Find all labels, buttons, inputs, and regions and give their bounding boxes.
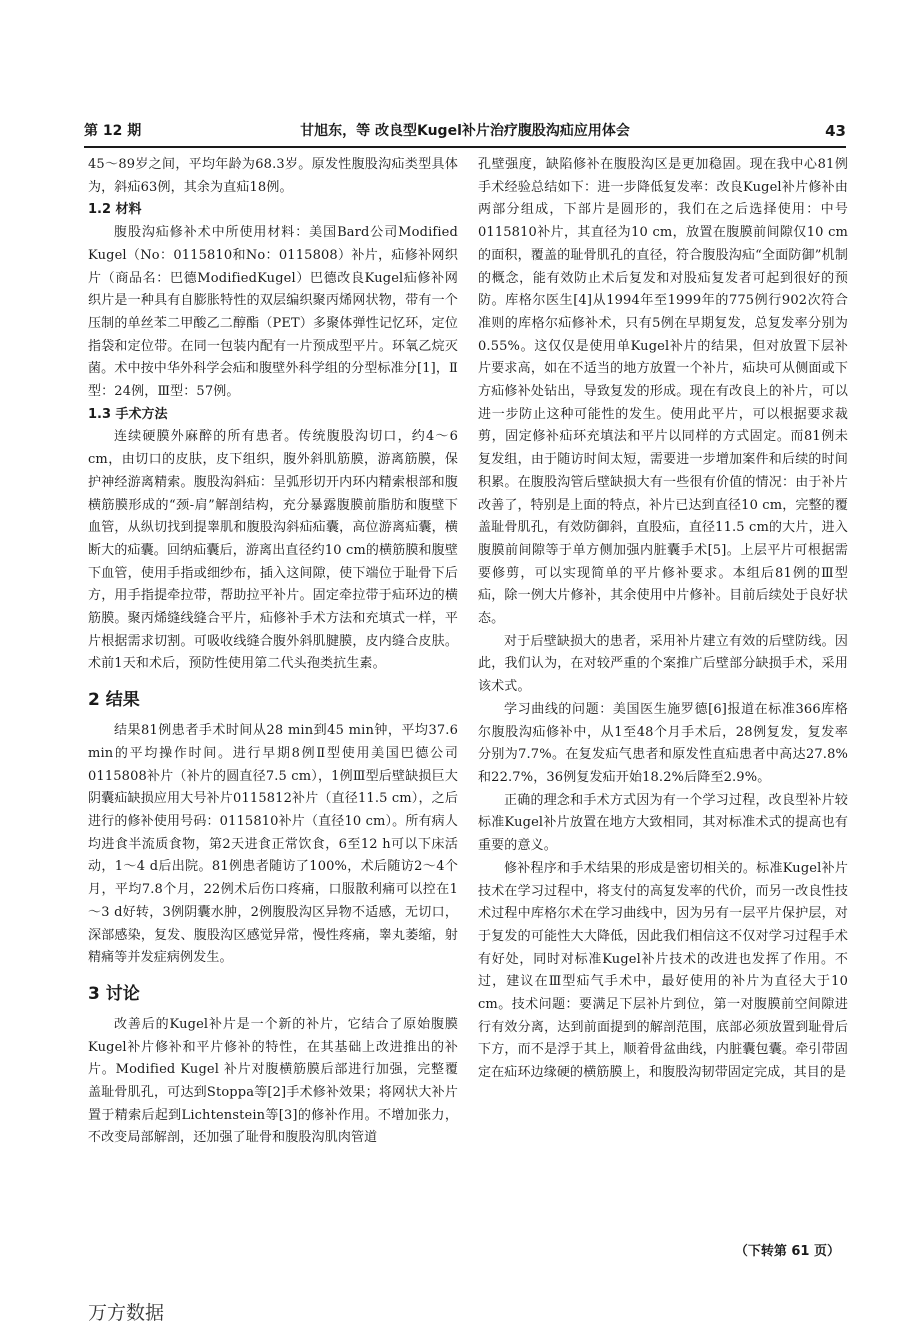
section-heading-discussion: 3 讨论 xyxy=(88,983,140,1004)
paragraph-posterior-wall: 对于后壁缺损大的患者，采用补片建立有效的后壁防线。因此，我们认为，在对较严重的个案推广后壁部分缺损手术，采用该术式。 xyxy=(478,633,848,695)
paragraph-materials: 腹股沟疝修补术中所使用材料：美国Bard公司Modified Kugel（No：0115810和No：0115808）补片，疝修补网织片（商品名：巴德ModifiedKugel）巴德改良Kugel疝修补网织片是一种具有自膨胀特性的双层编织聚丙烯网状物，带有一个压制的单丝苯二甲酸乙二醇酯（PET）多聚体弹性记忆环，定位指袋和定位带。在同一包装内配有一片预成型平片。环氧乙烷灭菌。术中按中华外科学会疝和腹壁外科学组的分型标准分[1]，Ⅱ型：24例，Ⅲ型：57例。 xyxy=(88,225,458,400)
continued-on-page-note: （下转第 61 页） xyxy=(734,1244,840,1259)
issue-label: 第 12 期 xyxy=(84,123,142,139)
watermark: 万方数据 xyxy=(88,1302,165,1324)
page-number: 43 xyxy=(825,122,846,140)
section-heading-materials: 1.2 材料 xyxy=(88,202,142,218)
section-heading-results: 2 结果 xyxy=(88,690,140,711)
paragraph-discussion-intro: 改善后的Kugel补片是一个新的补片，它结合了原始腹膜Kugel补片修补和平片修补的特性，在其基础上改进推出的补片。Modified Kugel 补片对腹横筋膜后部进行加强，完整覆盖耻骨肌孔，可达到Stoppa等[2]手术修补效果；将网状大补片置于精索后起到Lichtenstein等[3]的修补作用。不增加张力，不改变局部解剖，还加强了耻骨和腹股沟肌肉管道 xyxy=(88,1016,458,1146)
paragraph-surgical-method: 连续硬膜外麻醉的所有患者。传统腹股沟切口，约4～6 cm，由切口的皮肤，皮下组织，腹外斜肌筋膜，游离筋膜，保护神经游离精索。腹股沟斜疝：呈弧形切开内环内精索根部和腹横筋膜形成的“颈-肩”解剖结构，充分暴露腹膜前脂肪和腹壁下血管，从纵切找到提睾肌和腹股沟斜疝疝囊，高位游离疝囊，横断大的疝囊。回纳疝囊后，游离出直径约10 cm的横筋膜和腹壁下血管，使用手指或细纱布，插入这间隙，使下端位于耻骨下后方，用手指提牵拉带，帮助拉平补片。固定牵拉带于疝环边的横筋膜。聚丙烯缝线缝合平片，疝修补手术方法和充填式一样，平片根据需求切割。可吸收线缝合腹外斜肌腱膜，皮内缝合皮肤。术前1天和术后，预防性使用第二代头孢类抗生素。 xyxy=(88,429,458,672)
paragraph-age-distribution: 45～89岁之间，平均年龄为68.3岁。原发性腹股沟疝类型具体为，斜疝63例，其余为直疝18例。 xyxy=(88,157,458,195)
right-column xyxy=(478,154,848,1085)
paragraph-concept: 正确的理念和手术方式因为有一个学习过程，改良型补片较标准Kugel补片放置在地方大致相同，其对标准术式的提高也有重要的意义。 xyxy=(478,792,848,854)
paragraph-results: 结果81例患者手术时间从28 min到45 min钟，平均37.6 min的平均操作时间。进行早期8例Ⅱ型使用美国巴德公司0115808补片（补片的圆直径7.5 cm），1例Ⅲ型后壁缺损巨大阴囊疝缺损应用大号补片0115812补片（直径11.5 cm），之后进行的修补使用号码：0115810补片（直径10 cm）。所有病人均进食半流质食物，第2天进食正常饮食，6至12 h可以下床活动，1～4 d后出院。81例患者随访了100%，术后随访2～4个月，平均7.8个月，22例术后伤口疼痛，口服散利痛可以控在1～3 d好转，3例阴囊水肿，2例腹股沟区异物不适感，无切口，深部感染，复发、腹股沟区感觉异常，慢性疼痛，睾丸萎缩，射精痛等并发症病例发生。 xyxy=(88,723,458,966)
running-header xyxy=(84,118,846,148)
running-title: 甘旭东，等 改良型Kugel补片治疗腹股沟疝应用体会 xyxy=(300,123,630,139)
paragraph-learning-curve: 学习曲线的问题：美国医生施罗德[6]报道在标准366库格尔腹股沟疝修补中，从1至48个月手术后，28例复发，复发率分别为7.7%。在复发疝气患者和原发性直疝患者中高达27.8%和22.7%，36例复发疝开始18.2%后降至2.9%。 xyxy=(478,701,848,785)
paragraph-technique: 修补程序和手术结果的形成是密切相关的。标准Kugel补片技术在学习过程中，将支付的高复发率的代价，而另一改良性技术过程中库格尔术在学习曲线中，因为另有一层平片保护层，对于复发的可能性大大降低，因此我们相信这不仅对学习过程手术有好处，同时对标准Kugel补片技术的改进也发挥了作用。不过，建议在Ⅲ型疝气手术中，最好使用的补片为直径大于10 cm。技术问题：要满足下层补片到位，第一对腹膜前空间隙进行有效分离，达到前面提到的解剖范围，底部必须放置到耻骨后下方，而不是浮于其上，顺着骨盆曲线，内脏囊包囊。牵引带固定在疝环边缘硬的横筋膜上，和腹股沟韧带固定完成，其目的是 xyxy=(478,860,848,1081)
paragraph-recurrence: 孔壁强度，缺陷修补在腹股沟区是更加稳固。现在我中心81例手术经验总结如下：进一步降低复发率：改良Kugel补片修补由两部分组成，下部片是圆形的，我们在之后选择使用：中号0115810补片，其直径为10 cm，放置在腹膜前间隙仅10 cm的面积，覆盖的耻骨肌孔的直径，符合腹股沟疝“全面防御”机制的概念，能有效防止术后复发和对股疝复发者可起到很好的预防。库格尔医生[4]从1994年至1999年的775例行902次符合准则的库格尔疝修补术，只有5例在早期复发，总复发率分别为0.55%。这仅仅是使用单Kugel补片的结果，但对放置下层补片要求高，如在不适当的地方放置一个补片，疝块可从侧面或下方疝修补处钻出，导致复发的形成。现在有改良上的补片，可以进一步防止这种可能性的发生。使用此平片，可以根据要求裁剪，固定修补疝环充填法和平片以同样的方式固定。而81例未复发组，由于随访时间太短，需要进一步增加案件和后续的时间积累。在腹股沟管后壁缺损大有一些很有价值的情况：由于补片改善了，特别是上面的特点，补片已达到直径10 cm，完整的覆盖耻骨肌孔，有效防御斜，直股疝，直径11.5 cm的大片，进入腹膜前间隙等于单方侧加强内脏囊手术[5]。上层平片可根据需要修剪，可以实现简单的平片修补要求。本组后81例的Ⅲ型疝，除一例大片修补，其余使用中片修补。目前后续处于良好状态。 xyxy=(478,157,848,627)
section-heading-surgical-method: 1.3 手术方法 xyxy=(88,406,168,422)
left-column xyxy=(88,154,458,1150)
